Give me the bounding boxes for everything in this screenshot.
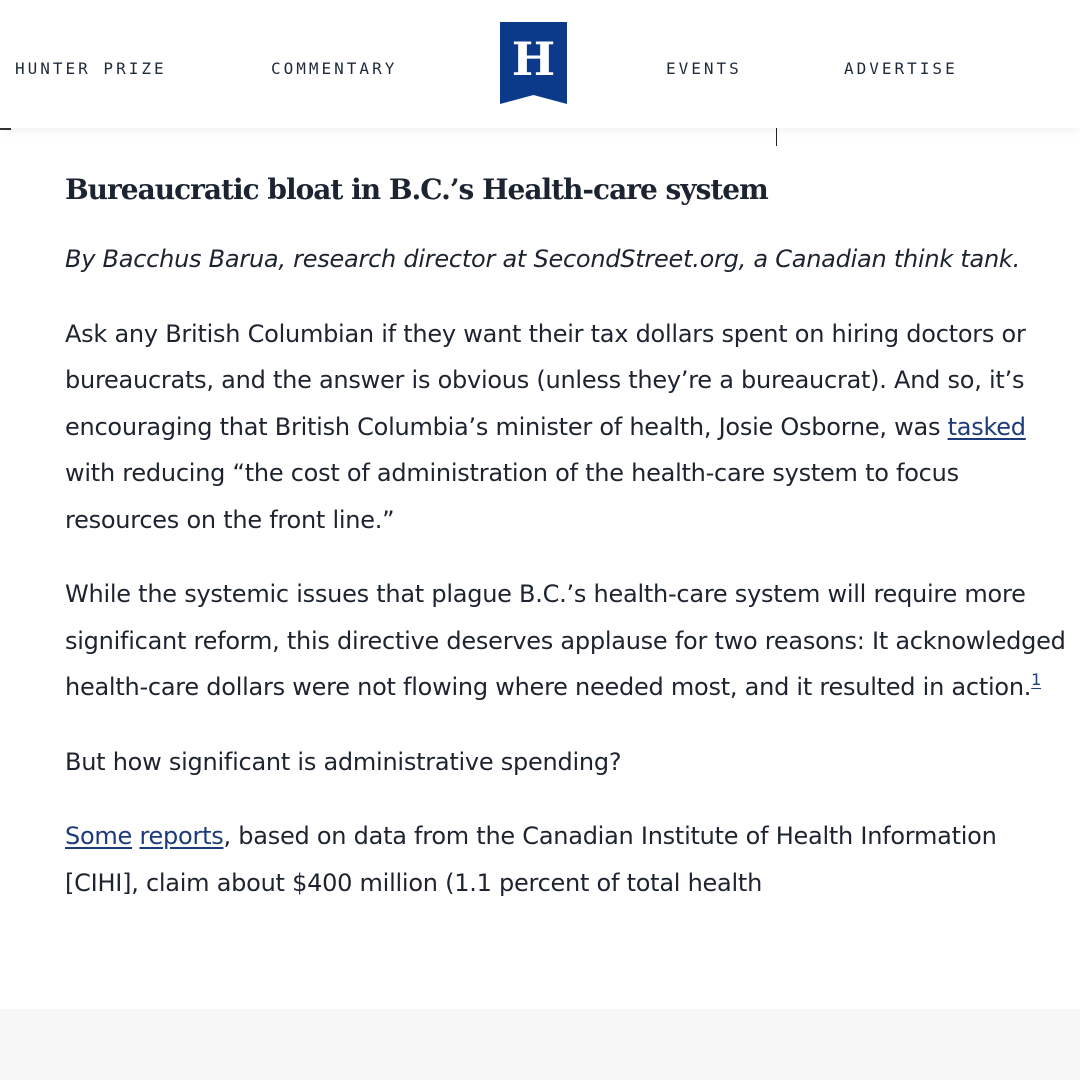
tasked-link[interactable]: tasked [947, 412, 1026, 441]
column-divider [776, 128, 777, 146]
bottom-bar [0, 1009, 1080, 1080]
paragraph-1 [65, 311, 1075, 544]
article-byline: By Bacchus Barua, research director at SecondStreet.org, a Canadian think tank. [65, 245, 1020, 273]
nav-advertise[interactable]: ADVERTISE [844, 59, 958, 78]
nav-commentary[interactable]: COMMENTARY [271, 59, 398, 78]
edge-mark [0, 128, 11, 130]
some-link[interactable]: Some [65, 822, 133, 850]
footnote-1-link[interactable]: 1 [1031, 670, 1042, 689]
article-title: Bureaucratic bloat in B.C.’s Health-care system [65, 173, 768, 206]
paragraph-4-text: , based on data from the Canadian Institute of Health Information [CIHI], claim about $400 million (1.1 percent of total health [65, 822, 997, 897]
paragraph-3: But how significant is administrative spending? [65, 747, 622, 776]
nav-hunter-prize[interactable]: HUNTER PRIZE [15, 59, 167, 78]
paragraph-1-text-a: Ask any British Columbian if they want their tax dollars spent on hiring doctors or bureaucrats, and the answer is obvious (unless they’re a bureaucrat). And so, it’s encouraging that British Columbia’s minister of health, Josie Osborne, was [65, 319, 1026, 441]
site-logo[interactable] [500, 22, 567, 104]
nav-events[interactable]: EVENTS [666, 59, 742, 78]
paragraph-2-text: While the systemic issues that plague B.C.’s health-care system will require more significant reform, this directive deserves applause for two reasons: It acknowledged health-care dollars were not flowing where needed most, and it resulted in action. [65, 580, 1066, 701]
article-content [0, 128, 1080, 1009]
site-header [0, 0, 1080, 128]
reports-link[interactable]: reports [139, 822, 224, 850]
paragraph-1-text-b: with reducing “the cost of administration of the health-care system to focus resources on the front line.” [65, 459, 959, 534]
footnote-1 [1031, 670, 1041, 689]
paragraph-4 [65, 813, 1075, 906]
logo-letter: H [511, 32, 556, 86]
article-body [65, 236, 1075, 934]
paragraph-2 [65, 571, 1075, 711]
